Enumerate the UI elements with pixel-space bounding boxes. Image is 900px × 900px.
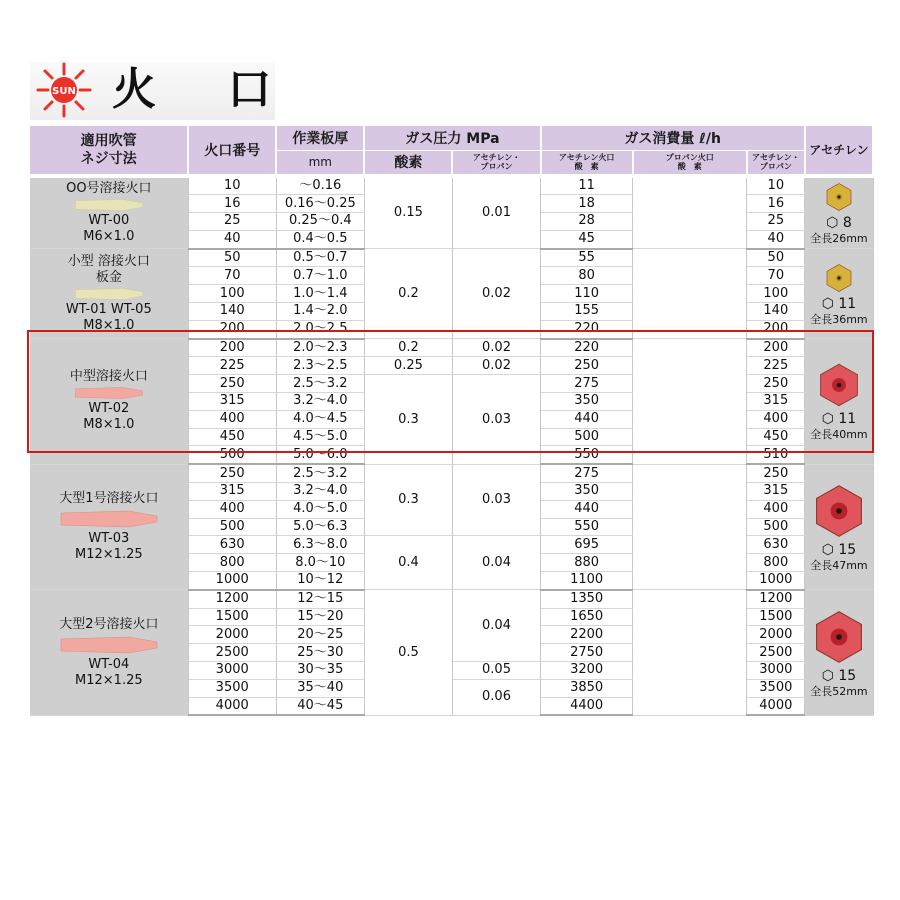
plate-thickness: 3.2〜4.0	[276, 393, 364, 411]
acetylene-pressure: 0.02	[452, 357, 540, 375]
acet-consumption: 100	[747, 285, 805, 303]
plate-thickness: 5.0〜6.0	[276, 446, 364, 464]
acetylene-pressure: 0.02	[452, 339, 540, 357]
acet-consumption: 1200	[747, 590, 805, 608]
tip-number: 100	[188, 285, 276, 303]
col-gas-consumption: ガス消費量 ℓ/h	[541, 126, 805, 150]
tip-number: 4000	[188, 697, 276, 715]
plate-thickness: 4.5〜5.0	[276, 428, 364, 446]
acet-consumption: 200	[747, 320, 805, 338]
plate-thickness: 〜0.16	[276, 178, 364, 195]
acet-tip-oxygen: 695	[541, 536, 633, 554]
plate-thickness: 3.2〜4.0	[276, 483, 364, 501]
plate-thickness: 10〜12	[276, 572, 364, 590]
plate-thickness: 20〜25	[276, 626, 364, 644]
tip-number: 3500	[188, 679, 276, 697]
acet-tip-oxygen: 2750	[541, 644, 633, 662]
propane-tip-oxygen	[633, 339, 747, 465]
plate-thickness: 1.0〜1.4	[276, 285, 364, 303]
table-row	[30, 339, 873, 357]
acet-consumption: 3500	[747, 679, 805, 697]
oxygen-pressure: 0.3	[364, 375, 452, 464]
col-plate: 作業板厚	[276, 126, 364, 150]
acet-consumption: 25	[747, 213, 805, 231]
tip-number: 400	[188, 500, 276, 518]
page-title: 火 口	[112, 64, 300, 115]
acetylene-pressure: 0.03	[452, 375, 540, 464]
acet-consumption: 3000	[747, 662, 805, 680]
tip-number: 1000	[188, 572, 276, 590]
total-length: 全長40mm	[810, 428, 868, 442]
acetylene-pressure: 0.06	[452, 679, 540, 715]
acet-tip-oxygen: 350	[541, 483, 633, 501]
col-acet-propane: アセチレン・ プロパン	[452, 150, 540, 174]
pipe-tip-image	[66, 287, 152, 301]
table-row	[30, 590, 873, 608]
acetylene-pressure: 0.02	[452, 249, 540, 339]
pipe-line: M6×1.0	[83, 228, 135, 244]
nozzle-hex-icon	[811, 483, 867, 539]
plate-thickness: 35〜40	[276, 679, 364, 697]
acet-tip-oxygen: 45	[541, 230, 633, 248]
acet-consumption: 630	[747, 536, 805, 554]
acetylene-tip-cell	[805, 339, 873, 465]
acet-consumption: 1500	[747, 608, 805, 626]
acet-tip-oxygen: 440	[541, 410, 633, 428]
acet-tip-oxygen: 3850	[541, 679, 633, 697]
acet-consumption: 200	[747, 339, 805, 357]
nozzle-hex-icon	[816, 362, 862, 408]
acet-consumption: 400	[747, 410, 805, 428]
plate-thickness: 2.0〜2.3	[276, 339, 364, 357]
hex-size: ⬡ 15	[821, 542, 857, 559]
tip-number: 40	[188, 230, 276, 248]
pipe-line: M8×1.0	[83, 317, 135, 333]
acet-tip-oxygen: 11	[541, 178, 633, 195]
pipe-cell	[30, 178, 188, 249]
acet-tip-oxygen: 18	[541, 195, 633, 213]
acet-tip-oxygen: 250	[541, 357, 633, 375]
acet-tip-oxygen: 550	[541, 446, 633, 464]
acet-tip-oxygen: 2200	[541, 626, 633, 644]
acet-tip-oxygen: 275	[541, 375, 633, 393]
total-length: 全長26mm	[810, 231, 868, 245]
acetylene-pressure: 0.04	[452, 590, 540, 662]
tip-number: 25	[188, 213, 276, 231]
plate-thickness: 1.4〜2.0	[276, 303, 364, 321]
tip-number: 450	[188, 428, 276, 446]
pipe-cell	[30, 339, 188, 465]
acet-consumption: 2500	[747, 644, 805, 662]
tip-number: 200	[188, 320, 276, 338]
col-pipe: 適用吹管 ネジ寸法	[30, 126, 188, 174]
tip-number: 16	[188, 195, 276, 213]
acet-tip-oxygen: 500	[541, 428, 633, 446]
table-row	[30, 249, 873, 267]
propane-tip-oxygen	[633, 590, 747, 716]
acet-tip-oxygen: 3200	[541, 662, 633, 680]
plate-thickness: 2.0〜2.5	[276, 320, 364, 338]
oxygen-pressure: 0.2	[364, 339, 452, 357]
plate-thickness: 30〜35	[276, 662, 364, 680]
total-length: 全長36mm	[810, 312, 868, 326]
acet-consumption: 2000	[747, 626, 805, 644]
pipe-line: 大型2号溶接火口	[59, 616, 159, 632]
propane-tip-oxygen	[633, 178, 747, 249]
acet-tip-oxygen: 1350	[541, 590, 633, 608]
tip-number: 140	[188, 303, 276, 321]
table-row	[30, 178, 873, 195]
acet-consumption: 315	[747, 393, 805, 411]
tip-number: 250	[188, 464, 276, 482]
propane-tip-oxygen	[633, 249, 747, 339]
pipe-line: M12×1.25	[75, 547, 143, 563]
pipe-line: WT-04	[88, 656, 130, 672]
pipe-cell	[30, 464, 188, 590]
pipe-line: WT-00	[88, 212, 130, 228]
pipe-line: 板金	[95, 269, 122, 285]
tip-number: 70	[188, 267, 276, 285]
tip-number: 10	[188, 178, 276, 195]
col-plate-unit: mm	[276, 150, 364, 174]
plate-thickness: 0.25〜0.4	[276, 213, 364, 231]
plate-thickness: 0.4〜0.5	[276, 230, 364, 248]
hex-size: ⬡ 11	[821, 295, 857, 312]
tip-number: 3000	[188, 662, 276, 680]
acet-tip-oxygen: 440	[541, 500, 633, 518]
acet-consumption: 225	[747, 357, 805, 375]
tip-number: 500	[188, 518, 276, 536]
plate-thickness: 2.5〜3.2	[276, 375, 364, 393]
pipe-line: 大型1号溶接火口	[59, 491, 159, 507]
sun-logo-icon	[36, 62, 92, 118]
tip-number: 2000	[188, 626, 276, 644]
plate-thickness: 5.0〜6.3	[276, 518, 364, 536]
acet-consumption: 50	[747, 249, 805, 267]
col-tip-no: 火口番号	[188, 126, 276, 174]
pipe-line: WT-02	[88, 401, 130, 417]
pipe-tip-image	[66, 386, 152, 400]
nozzle-hex-icon	[811, 609, 867, 665]
pipe-line: WT-03	[88, 531, 130, 547]
pipe-line: 中型溶接火口	[69, 369, 148, 385]
propane-tip-oxygen	[633, 464, 747, 590]
acet-consumption: 500	[747, 518, 805, 536]
acetylene-pressure: 0.04	[452, 536, 540, 590]
acet-consumption: 10	[747, 178, 805, 195]
oxygen-pressure: 0.25	[364, 357, 452, 375]
oxygen-pressure: 0.15	[364, 178, 452, 249]
acetylene-pressure: 0.05	[452, 662, 540, 680]
hex-size: ⬡ 11	[821, 411, 857, 428]
plate-thickness: 12〜15	[276, 590, 364, 608]
pipe-cell	[30, 249, 188, 339]
col-oxygen: 酸素	[364, 150, 452, 174]
acet-tip-oxygen: 220	[541, 339, 633, 357]
tip-number: 1200	[188, 590, 276, 608]
plate-thickness: 0.7〜1.0	[276, 267, 364, 285]
acet-consumption: 510	[747, 446, 805, 464]
acetylene-tip-cell	[805, 464, 873, 590]
tip-number: 315	[188, 483, 276, 501]
pipe-cell	[30, 590, 188, 716]
total-length: 全長52mm	[810, 684, 868, 698]
oxygen-pressure: 0.4	[364, 536, 452, 590]
acet-consumption: 250	[747, 375, 805, 393]
plate-thickness: 8.0〜10	[276, 554, 364, 572]
acet-tip-oxygen: 155	[541, 303, 633, 321]
acet-consumption: 40	[747, 230, 805, 248]
pipe-tip-image	[59, 634, 159, 656]
plate-thickness: 4.0〜4.5	[276, 410, 364, 428]
plate-thickness: 15〜20	[276, 608, 364, 626]
tip-number: 630	[188, 536, 276, 554]
tip-number: 500	[188, 446, 276, 464]
acet-tip-oxygen: 350	[541, 393, 633, 411]
plate-thickness: 0.16〜0.25	[276, 195, 364, 213]
acet-consumption: 70	[747, 267, 805, 285]
table-row	[30, 464, 873, 482]
hex-size: ⬡ 8	[826, 214, 852, 231]
plate-thickness: 4.0〜5.0	[276, 500, 364, 518]
acetylene-tip-cell	[805, 590, 873, 716]
tip-number: 200	[188, 339, 276, 357]
pipe-line: M8×1.0	[83, 417, 135, 433]
acet-consumption: 450	[747, 428, 805, 446]
tip-spec-table	[30, 126, 874, 716]
acet-consumption: 140	[747, 303, 805, 321]
acet-tip-oxygen: 275	[541, 464, 633, 482]
col-propane-tip: プロパン火口 酸 素	[633, 150, 747, 174]
svg-text:SUN: SUN	[52, 86, 76, 97]
col-gas-pressure: ガス圧力 MPa	[364, 126, 540, 150]
tip-number: 2500	[188, 644, 276, 662]
plate-thickness: 0.5〜0.7	[276, 249, 364, 267]
tip-number: 1500	[188, 608, 276, 626]
acet-tip-oxygen: 550	[541, 518, 633, 536]
acet-tip-oxygen: 110	[541, 285, 633, 303]
acet-consumption: 315	[747, 483, 805, 501]
acetylene-pressure: 0.01	[452, 178, 540, 249]
acet-tip-oxygen: 28	[541, 213, 633, 231]
acetylene-tip-cell	[805, 249, 873, 339]
nozzle-hex-icon	[822, 182, 856, 212]
acetylene-pressure: 0.03	[452, 464, 540, 536]
total-length: 全長47mm	[810, 559, 868, 573]
plate-thickness: 2.3〜2.5	[276, 357, 364, 375]
plate-thickness: 25〜30	[276, 644, 364, 662]
tip-number: 250	[188, 375, 276, 393]
col-acet-tip: アセチレン火口 酸 素	[541, 150, 633, 174]
acet-tip-oxygen: 880	[541, 554, 633, 572]
oxygen-pressure: 0.3	[364, 464, 452, 536]
acet-consumption: 1000	[747, 572, 805, 590]
plate-thickness: 40〜45	[276, 697, 364, 715]
pipe-line: WT-01 WT-05	[65, 301, 152, 317]
acet-consumption: 250	[747, 464, 805, 482]
acet-tip-oxygen: 1650	[541, 608, 633, 626]
tip-number: 50	[188, 249, 276, 267]
hex-size: ⬡ 15	[821, 667, 857, 684]
col-acet-propane-2: アセチレン・ プロパン	[747, 150, 805, 174]
pipe-line: M12×1.25	[75, 672, 143, 688]
oxygen-pressure: 0.2	[364, 249, 452, 339]
acet-tip-oxygen: 4400	[541, 697, 633, 715]
acet-tip-oxygen: 220	[541, 320, 633, 338]
tip-number: 800	[188, 554, 276, 572]
acetylene-tip-cell	[805, 178, 873, 249]
pipe-tip-image	[66, 198, 152, 212]
tip-number: 225	[188, 357, 276, 375]
acet-tip-oxygen: 55	[541, 249, 633, 267]
acet-tip-oxygen: 1100	[541, 572, 633, 590]
tip-number: 400	[188, 410, 276, 428]
acet-consumption: 4000	[747, 697, 805, 715]
col-acetylene: アセチレン	[805, 126, 873, 174]
acet-tip-oxygen: 80	[541, 267, 633, 285]
nozzle-hex-icon	[822, 263, 856, 293]
plate-thickness: 6.3〜8.0	[276, 536, 364, 554]
oxygen-pressure: 0.5	[364, 590, 452, 716]
tip-number: 315	[188, 393, 276, 411]
pipe-line: OO号溶接火口	[66, 180, 152, 196]
pipe-tip-image	[59, 508, 159, 530]
acet-consumption: 400	[747, 500, 805, 518]
acet-consumption: 16	[747, 195, 805, 213]
plate-thickness: 2.5〜3.2	[276, 464, 364, 482]
acet-consumption: 800	[747, 554, 805, 572]
pipe-line: 小型 溶接火口	[67, 253, 150, 269]
